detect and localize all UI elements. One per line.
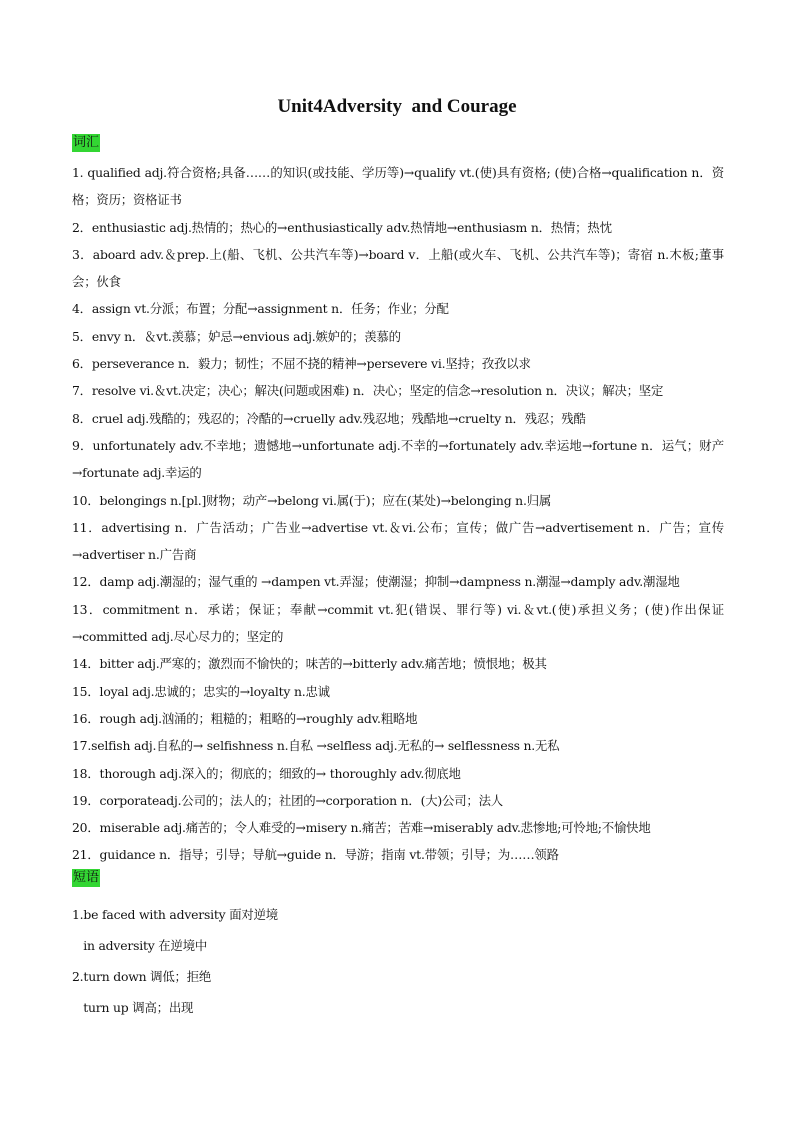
vocabulary-item: 19．corporateadj.公司的；法人的；社团的→corporation n．(大)公司；法人 (72, 792, 503, 808)
vocabulary-item: 1. qualified adj.符合资格;具备……的知识(或技能、学历等)→qualify vt.(使)具有资格; (使)合格→qualification n．资格；资历；资格证书 (72, 165, 724, 208)
document-title: Unit4Adversity and Courage (277, 96, 517, 117)
vocabulary-item: 14．bitter adj.严寒的；激烈而不愉快的；味苦的→bitterly adv.痛苦地；愤恨地；极其 (72, 656, 547, 672)
phrases-section-label: 短语 (73, 870, 100, 885)
vocabulary-item: 7．resolve vi.＆vt.决定；决心；解决(问题或困难) n．决心；坚定的信念→resolution n．决议；解决；坚定 (72, 383, 664, 399)
vocabulary-item: 2．enthusiastic adj.热情的；热心的→enthusiastically adv.热情地→enthusiasm n．热情；热忱 (72, 219, 612, 235)
vocabulary-item: 8．cruel adj.残酷的；残忍的；冷酷的→cruelly adv.残忍地；残酷地→cruelty n．残忍；残酷 (72, 410, 586, 426)
vocabulary-item: 10．belongings n.[pl.]财物；动产→belong vi.属(于)；应在(某处)→belonging n.归属 (72, 492, 552, 508)
vocabulary-item: 21．guidance n．指导；引导；导航→guide n．导游；指南 vt.带领；引导；为……领路 (72, 847, 559, 863)
vocabulary-item: 12．damp adj.潮湿的；湿气重的 →dampen vt.弄湿；使潮湿；抑制→dampness n.潮湿→damply adv.潮湿地 (72, 574, 680, 590)
vocabulary-item: 11．advertising n．广告活动；广告业→advertise vt.＆vi.公布；宣传；做广告→advertisement n．广告；宣传→advertiser n.广告商 (72, 519, 724, 563)
vocabulary-item: 13．commitment n．承诺；保证；奉献→commit vt.犯(错误、罪行等) vi.＆vt.(使)承担义务；(使)作出保证→committed adj.尽心尽力的；坚定的 (72, 601, 724, 645)
phrase-item: turn up 调高；出现 (72, 1000, 194, 1015)
phrase-item: in adversity 在逆境中 (72, 938, 208, 953)
phrase-item: 1.be faced with adversity 面对逆境 (72, 907, 278, 922)
vocabulary-item: 18．thorough adj.深入的；彻底的；细致的→ thoroughly adv.彻底地 (72, 765, 461, 781)
phrase-list (72, 899, 724, 1023)
vocabulary-item: 20．miserable adj.痛苦的；令人难受的→misery n.痛苦；苦难→miserably adv.悲惨地;可怜地;不愉快地 (72, 820, 651, 836)
vocabulary-item: 3．aboard adv.＆prep.上(船、飞机、公共汽车等)→board v．上船(或火车、飞机、公共汽车等)；寄宿 n.木板;董事会；伙食 (72, 246, 724, 290)
vocabulary-item: 4．assign vt.分派；布置；分配→assignment n．任务；作业；分配 (72, 301, 449, 317)
vocabulary-item: 9．unfortunately adv.不幸地；遗憾地→unfortunate adj.不幸的→fortunately adv.幸运地→fortune n．运气；财产→fortunate adj.幸运的 (72, 437, 724, 481)
vocabulary-list (72, 159, 724, 869)
vocabulary-item: 6．perseverance n．毅力；韧性；不屈不挠的精神→persevere vi.坚持；孜孜以求 (72, 356, 531, 372)
vocabulary-item: 16．rough adj.汹涌的；粗糙的；粗略的→roughly adv.粗略地 (72, 710, 418, 726)
vocabulary-item: 17.selfish adj.自私的→ selfishness n.自私 →selfless adj.无私的→ selflessness n.无私 (72, 738, 560, 754)
phrase-item: 2.turn down 调低；拒绝 (72, 969, 212, 984)
vocabulary-item: 15．loyal adj.忠诚的；忠实的→loyalty n.忠诚 (72, 683, 330, 699)
vocabulary-item: 5．envy n．＆vt.羡慕；妒忌→envious adj.嫉妒的；羡慕的 (72, 328, 401, 344)
vocabulary-section-label: 词汇 (73, 135, 100, 150)
